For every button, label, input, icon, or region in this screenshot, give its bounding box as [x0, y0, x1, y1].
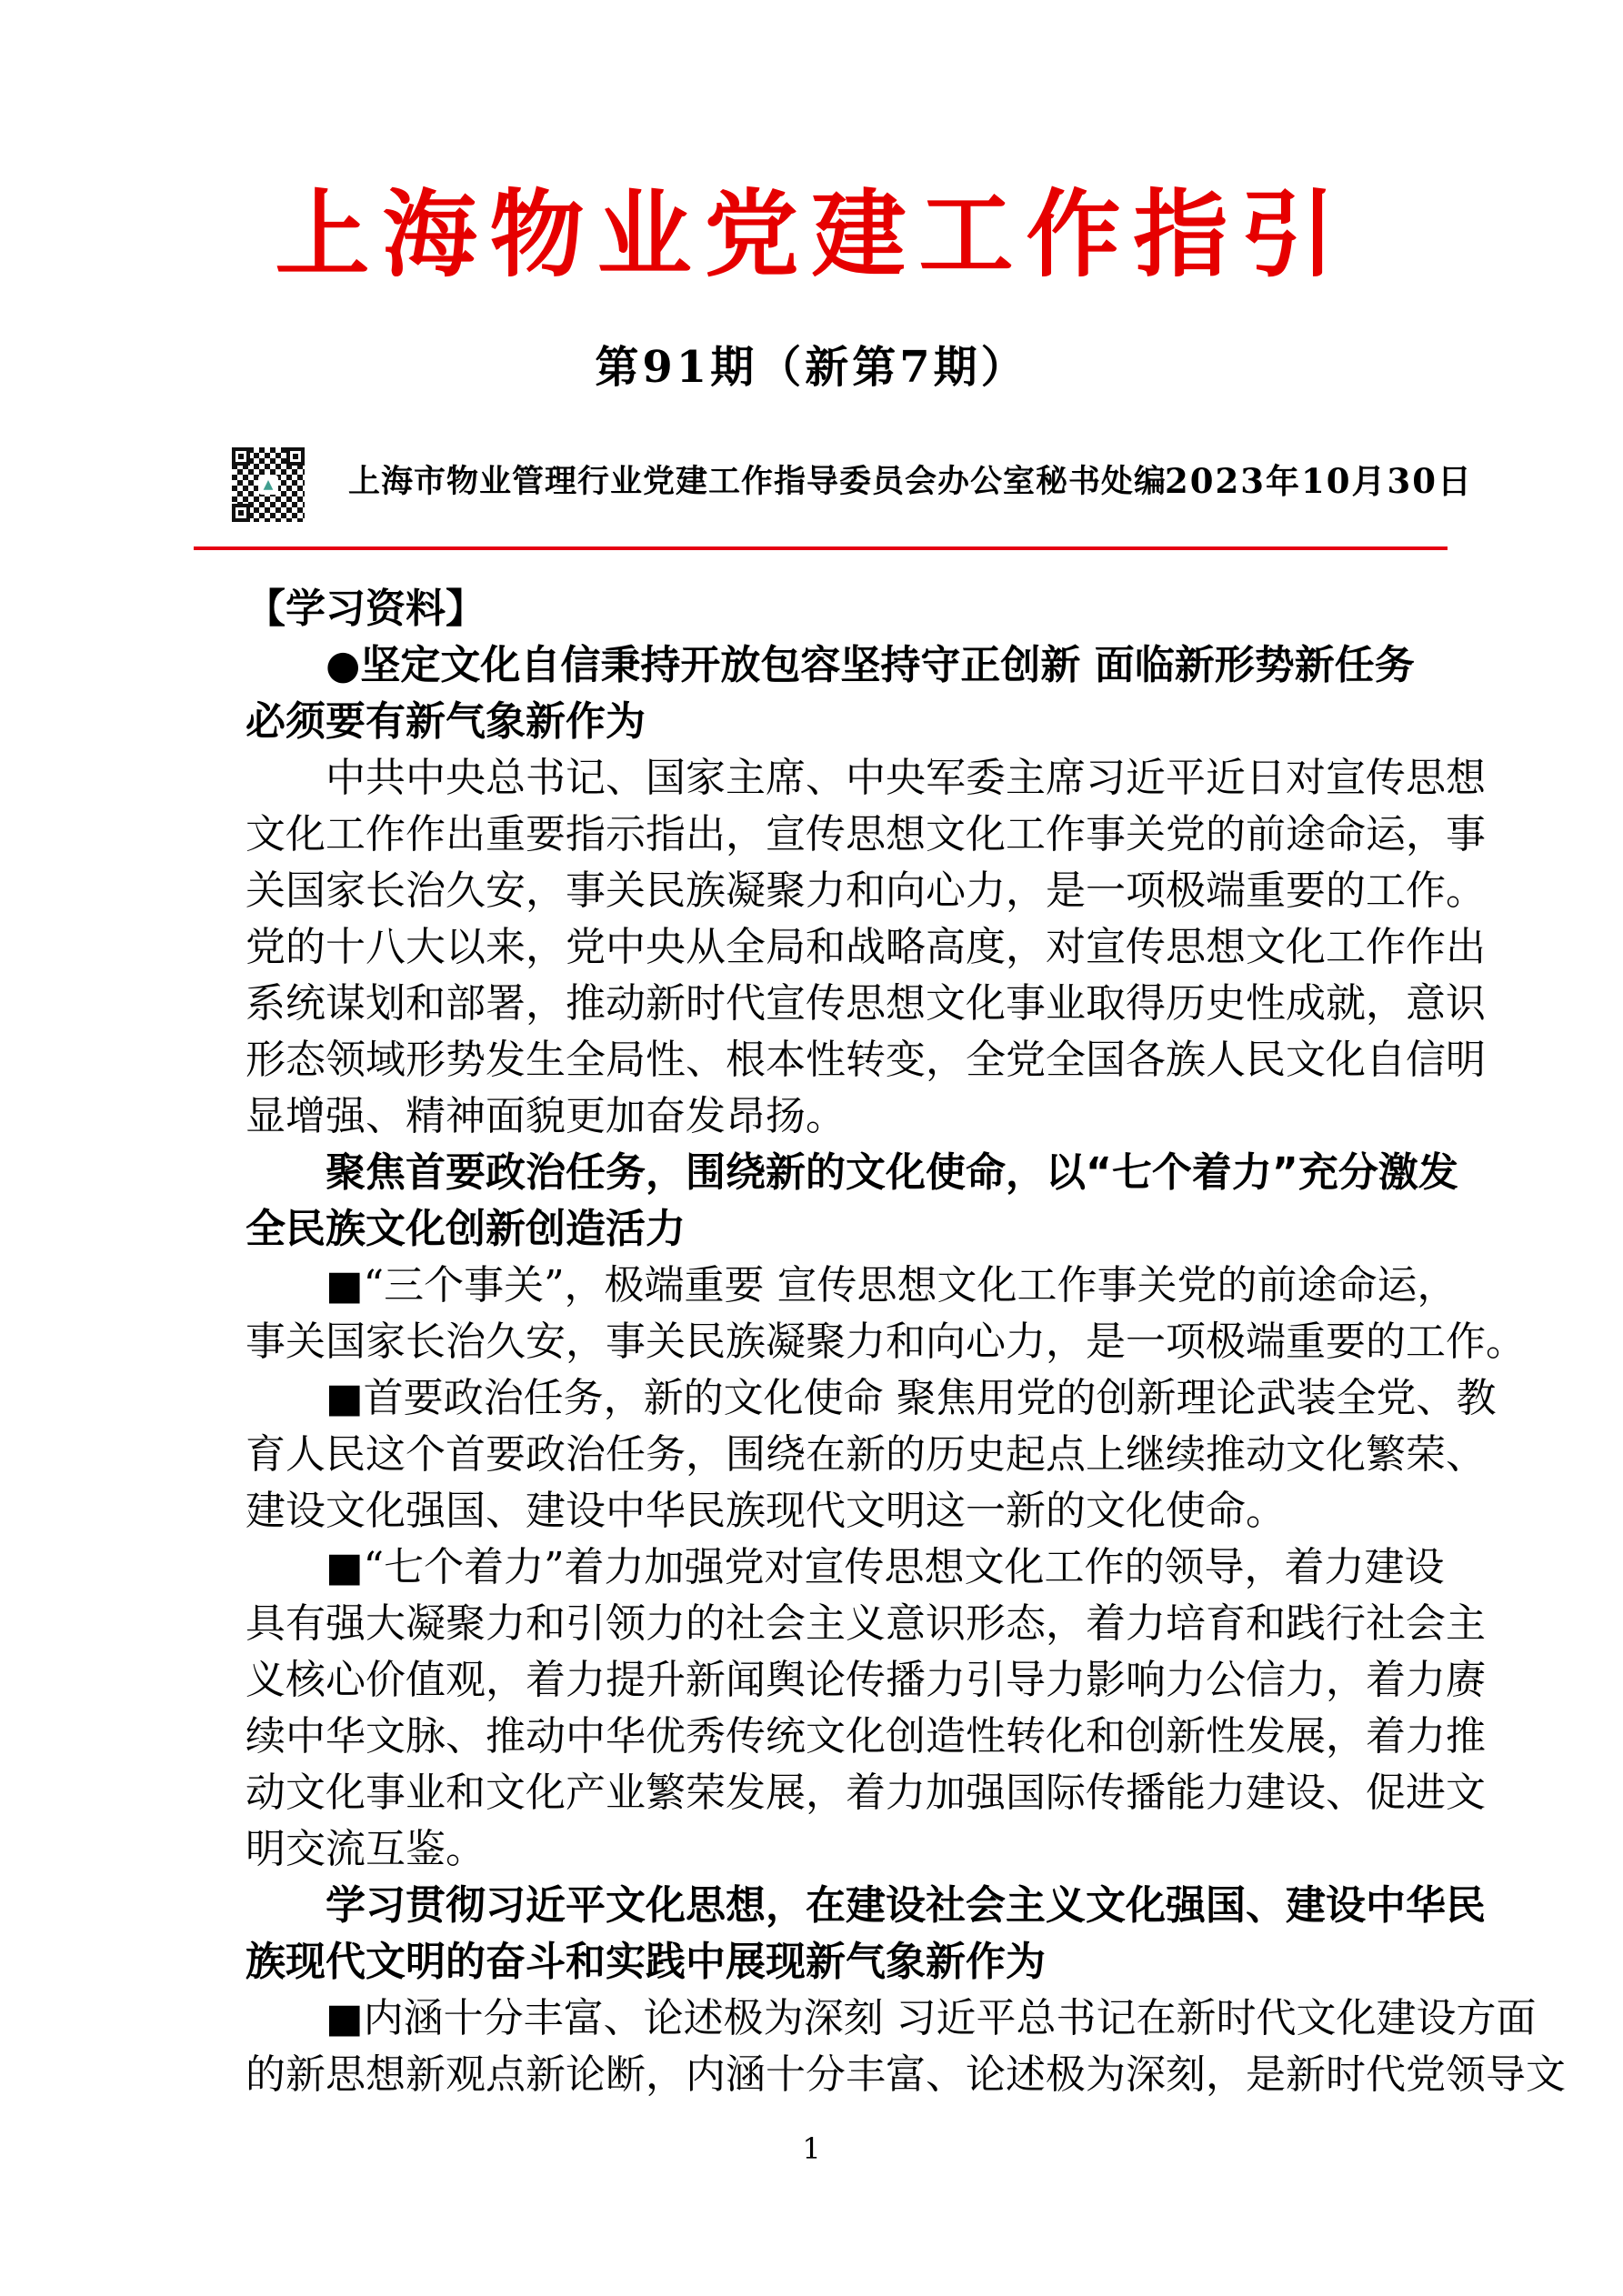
body-line: ■首要政治任务，新的文化使命 聚焦用党的创新理论武装全党、教 [326, 1375, 1497, 1421]
body-line: 续中华文脉、推动中华优秀传统文化创造性转化和创新性发展，着力推 [245, 1713, 1486, 1760]
body-line: 全民族文化创新创造活力 [245, 1206, 686, 1252]
body-line: 党的十八大以来，党中央从全局和战略高度，对宣传思想文化工作作出 [245, 924, 1486, 970]
body-line: 关国家长治久安，事关民族凝聚力和向心力，是一项极端重要的工作。 [245, 867, 1486, 914]
body-line: 动文化事业和文化产业繁荣发展，着力加强国际传播能力建设、促进文 [245, 1770, 1486, 1816]
body-line: 形态领域形势发生全局性、根本性转变，全党全国各族人民文化自信明 [245, 1037, 1486, 1083]
newsletter-title: 上海物业党建工作指引 [275, 178, 1348, 290]
body-line: 的新思想新观点新论断，内涵十分丰富、论述极为深刻，是新时代党领导文 [245, 2051, 1566, 2098]
body-line: ■“三个事关”，极端重要 宣传思想文化工作事关党的前途命运， [326, 1262, 1458, 1308]
body-line: 文化工作作出重要指示指出，宣传思想文化工作事关党的前途命运，事 [245, 811, 1486, 857]
issue-number: 第91期（新第7期） [595, 342, 1028, 393]
body-line: 聚焦首要政治任务，围绕新的文化使命，以“七个着力”充分激发 [326, 1149, 1458, 1196]
publisher-editor-line: 上海市物业管理行业党建工作指导委员会办公室秘书处编 [348, 464, 1167, 500]
body-line: 建设文化强国、建设中华民族现代文明这一新的文化使命。 [245, 1488, 1286, 1534]
body-line: 中共中央总书记、国家主席、中央军委主席习近平近日对宣传思想 [326, 755, 1486, 801]
body-line: 义核心价值观，着力提升新闻舆论传播力引导力影响力公信力，着力赓 [245, 1657, 1486, 1703]
body-line: 必须要有新气象新作为 [245, 698, 646, 745]
body-line: 系统谋划和部署，推动新时代宣传思想文化事业取得历史性成就，意识 [245, 980, 1486, 1027]
body-line: 【学习资料】 [245, 586, 486, 632]
page-number: 1 [802, 2131, 821, 2166]
qr-finder-icon [286, 447, 305, 466]
body-line: ■“七个着力”着力加强党对宣传思想文化工作的领导，着力建设 [326, 1544, 1445, 1590]
qr-center-logo-icon: ▲ [258, 475, 278, 495]
qr-code [232, 447, 305, 522]
body-line: 育人民这个首要政治任务，围绕在新的历史起点上继续推动文化繁荣、 [245, 1431, 1486, 1478]
publish-date: 2023年10月30日 [1165, 461, 1473, 501]
qr-finder-icon [232, 447, 250, 466]
body-text [245, 581, 1566, 2103]
body-line: ■内涵十分丰富、论述极为深刻 习近平总书记在新时代文化建设方面 [326, 1995, 1537, 2041]
body-line: 具有强大凝聚力和引领力的社会主义意识形态，着力培育和践行社会主 [245, 1600, 1486, 1647]
body-line: ●坚定文化自信秉持开放包容坚持守正创新 面临新形势新任务 [326, 642, 1415, 688]
body-line: 明交流互鉴。 [245, 1826, 486, 1872]
body-line: 族现代文明的奋斗和实践中展现新气象新作为 [245, 1939, 1046, 1985]
body-line: 学习贯彻习近平文化思想，在建设社会主义文化强国、建设中华民 [326, 1882, 1486, 1929]
qr-finder-icon [232, 504, 250, 522]
body-line: 事关国家长治久安，事关民族凝聚力和向心力，是一项极端重要的工作。 [245, 1318, 1526, 1365]
body-line: 显增强、精神面貌更加奋发昂扬。 [245, 1093, 846, 1139]
masthead-divider-rule [194, 546, 1448, 550]
